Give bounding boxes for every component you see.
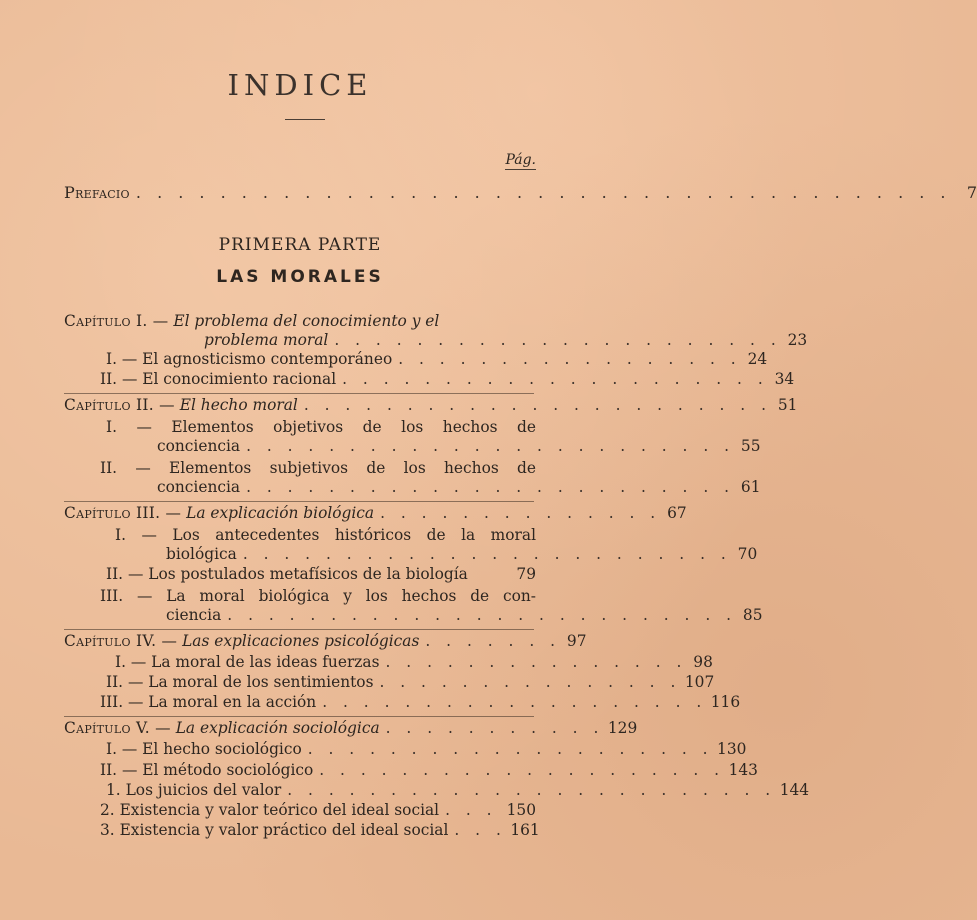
- page-title: INDICE: [227, 68, 373, 102]
- toc-item[interactable]: [100, 693, 741, 715]
- chapter-2-heading[interactable]: [64, 396, 798, 418]
- section-divider: [64, 716, 534, 717]
- page-number: 70: [737, 545, 758, 563]
- toc-item-text: ciencia: [166, 606, 222, 624]
- toc-item[interactable]: [106, 781, 810, 803]
- part-label: PRIMERA PARTE: [218, 235, 382, 255]
- leader-dots: . . . . . . . . . . . . . . . . . . . . . . .: [303, 396, 772, 414]
- toc-item-text: I. — El hecho sociológico: [106, 740, 302, 758]
- toc-item-text: II. — La moral de los sentimientos: [106, 673, 374, 691]
- chapter-title: La explicación biológica: [186, 504, 375, 522]
- chapter-5-heading[interactable]: [64, 719, 638, 741]
- chapter-4-heading[interactable]: [64, 632, 587, 654]
- toc-item-text: II. — Los postulados metafísicos de la biología: [106, 565, 468, 583]
- toc-item[interactable]: [100, 821, 540, 843]
- toc-entry-label: Prefacio: [64, 183, 130, 202]
- page-number: 55: [740, 437, 761, 455]
- toc-item-text: I. — La moral de las ideas fuerzas: [115, 653, 380, 671]
- toc-item-text[interactable]: II. — Elementos subjetivos de los hechos de: [100, 459, 536, 477]
- section-divider: [64, 393, 534, 394]
- page-number: 51: [777, 396, 798, 414]
- toc-item[interactable]: [100, 801, 536, 823]
- page-number: 24: [747, 350, 768, 368]
- chapter-title: El hecho moral: [179, 396, 298, 414]
- toc-item[interactable]: [106, 740, 747, 762]
- toc-item-cont[interactable]: [157, 478, 761, 500]
- page-number: 144: [779, 781, 810, 799]
- leader-dots: . . . . . . . . . . . . . . . . . . . . . . . .: [287, 781, 776, 799]
- toc-item[interactable]: [106, 565, 536, 587]
- leader-dots: . . . . . . . . . . . . . . . . . . . . . . . .: [246, 437, 735, 455]
- chapter-title-cont: problema moral: [204, 331, 329, 349]
- chapter-title: Las explicaciones psicológicas: [182, 632, 420, 650]
- leader-dots: . . . . . . .: [425, 632, 561, 650]
- toc-item-text: 3. Existencia y valor práctico del ideal social: [100, 821, 449, 839]
- page-number: 23: [787, 331, 808, 349]
- toc-item[interactable]: [100, 761, 758, 783]
- toc-item-text: conciencia: [157, 478, 241, 496]
- page-number: 85: [742, 606, 763, 624]
- toc-item-cont[interactable]: [166, 545, 758, 567]
- page-number: 129: [607, 719, 638, 737]
- toc-item-text[interactable]: III. — La moral biológica y los hechos de con-: [100, 587, 536, 605]
- leader-dots: . . . . . . . . . . . . . . . . . . . . .: [342, 370, 769, 388]
- page-number: 61: [740, 478, 761, 496]
- leader-dots: . . .: [445, 801, 498, 819]
- toc-item-text: 2. Existencia y valor teórico del ideal social: [100, 801, 440, 819]
- toc-item-text: II. — El método sociológico: [100, 761, 314, 779]
- leader-dots: . . . . . . . . . . .: [385, 719, 604, 737]
- page-number: 143: [728, 761, 758, 779]
- leader-dots: . . . . . . . . . . . . . . . . . . . . . .: [334, 331, 782, 349]
- leader-dots: . . . . . . . . . . . . . .: [380, 504, 661, 522]
- page-number: 79: [516, 565, 536, 583]
- page-number: 34: [774, 370, 795, 388]
- page-number: 107: [684, 673, 715, 691]
- toc-item-text[interactable]: I. — Los antecedentes históricos de la moral: [115, 526, 536, 544]
- chapter-title: El problema del conocimiento y el: [173, 312, 440, 330]
- page-number: 161: [510, 821, 540, 839]
- toc-item-text: II. — El conocimiento racional: [100, 370, 337, 388]
- leader-dots: . . . . . . . . . . . . . . . . . . . . . . . . . . . . . . . . . . . . . . .: [135, 183, 952, 202]
- chapter-1-heading[interactable]: [64, 310, 439, 332]
- toc-item-text[interactable]: I. — Elementos objetivos de los hechos de: [106, 418, 536, 436]
- chapter-label: Capítulo V. —: [64, 719, 171, 737]
- leader-dots: . . . . . . . . . . . . . . . . . . . . . . . . .: [227, 606, 737, 624]
- chapter-label: Capítulo IV. —: [64, 632, 178, 650]
- toc-item-text: III. — La moral en la acción: [100, 693, 317, 711]
- toc-item-text: I. — El agnosticismo contemporáneo: [106, 350, 393, 368]
- toc-item-cont[interactable]: [157, 437, 761, 459]
- toc-item[interactable]: [100, 370, 795, 392]
- toc-item-cont[interactable]: [166, 606, 763, 628]
- toc-entry-prefacio[interactable]: [64, 183, 977, 205]
- section-divider: [64, 501, 534, 502]
- leader-dots: . . . . . . . . . . . . . . . . . . . .: [319, 761, 725, 779]
- page-number: 97: [566, 632, 587, 650]
- leader-dots: . . . . . . . . . . . . . . . . . . .: [322, 693, 707, 711]
- chapter-label: Capítulo II. —: [64, 396, 175, 414]
- page-number: 67: [667, 504, 687, 522]
- leader-dots: . . .: [454, 821, 507, 839]
- leader-dots: . . . . . . . . . . . . . . .: [385, 653, 687, 671]
- toc-item[interactable]: [106, 673, 715, 695]
- page-number: 98: [693, 653, 713, 671]
- leader-dots: . . . . . . . . . . . . . . . . . . . . . . . .: [242, 545, 732, 563]
- chapter-3-heading[interactable]: [64, 504, 687, 526]
- part-title: LAS MORALES: [216, 267, 384, 287]
- chapter-title: La explicación sociológica: [175, 719, 380, 737]
- page-number: 116: [710, 693, 741, 711]
- section-divider: [64, 629, 534, 630]
- page-number: 7: [966, 183, 977, 202]
- leader-dots: . . . . . . . . . . . . . . .: [379, 673, 681, 691]
- title-rule: [285, 119, 325, 120]
- toc-item-text: 1. Los juicios del valor: [106, 781, 282, 799]
- page-number: 130: [717, 740, 747, 758]
- chapter-label: Capítulo I. —: [64, 312, 169, 330]
- leader-dots: . . . . . . . . . . . . . . . . . . . . . . . .: [246, 478, 735, 496]
- toc-item[interactable]: [115, 653, 713, 675]
- toc-item-text: biológica: [166, 545, 237, 563]
- page-number: 150: [506, 801, 536, 819]
- leader-dots: . . . . . . . . . . . . . . . . . . . .: [307, 740, 714, 758]
- toc-item[interactable]: [106, 350, 768, 372]
- chapter-label: Capítulo III. —: [64, 504, 182, 522]
- toc-item-text: conciencia: [157, 437, 241, 455]
- page-column-header: Pág.: [505, 152, 536, 168]
- leader-dots: . . . . . . . . . . . . . . . . .: [398, 350, 742, 368]
